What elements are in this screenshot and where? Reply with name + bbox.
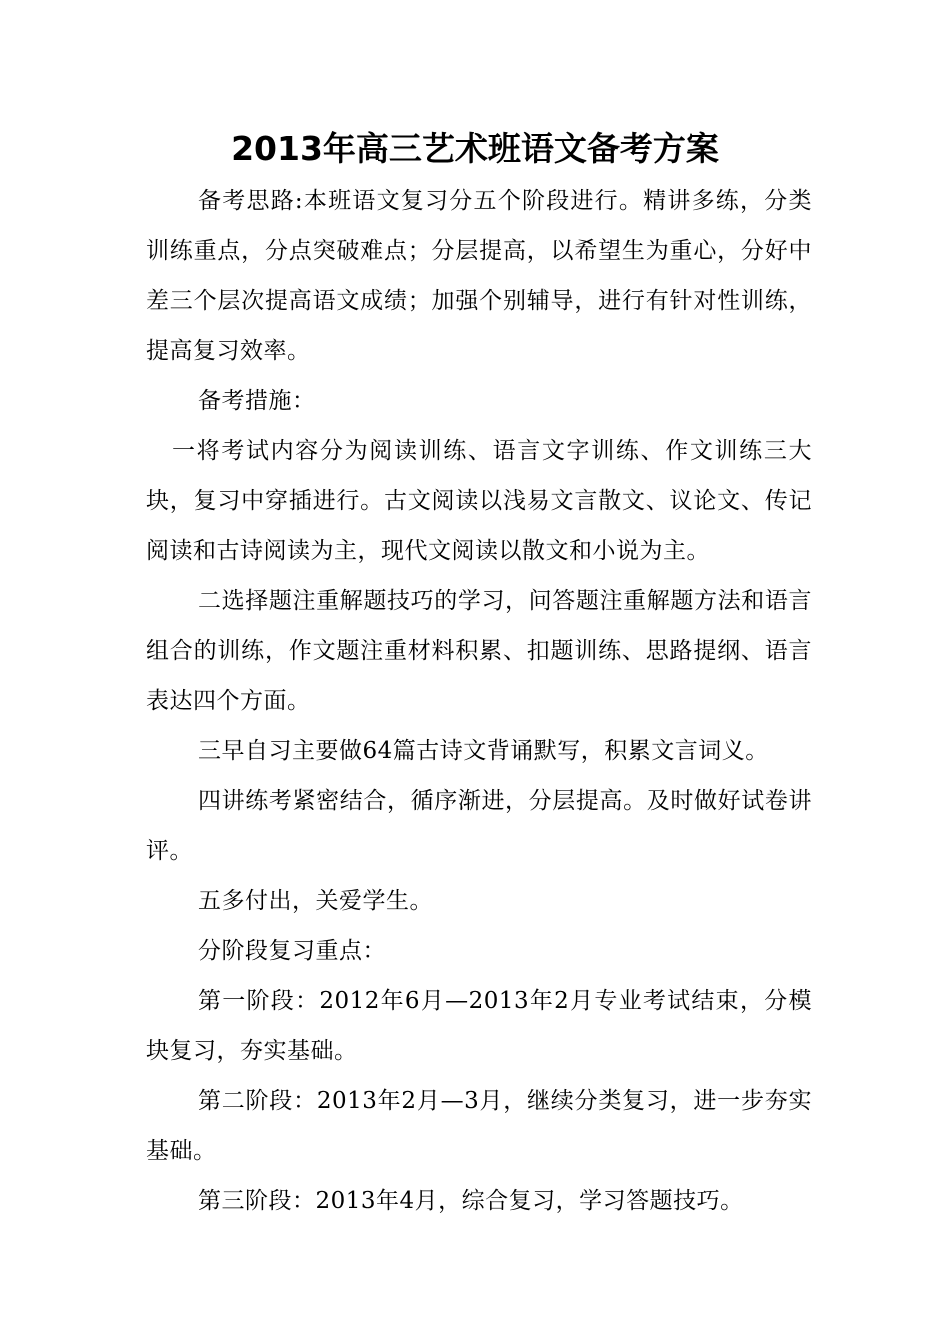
document-body <box>146 176 812 1226</box>
document-title: 2013年高三艺术班语文备考方案 <box>231 129 719 168</box>
paragraph-measure-2: 二选择题注重解题技巧的学习，问答题注重解题方法和语言组合的训练，作文题注重材料积累、扣题训练、思路提纲、语言表达四个方面。 <box>146 588 812 714</box>
paragraph-measure-3: 三早自习主要做64篇古诗文背诵默写，积累文言词义。 <box>198 738 769 764</box>
paragraph-stage-2: 第二阶段：2013年2月—3月，继续分类复习，进一步夯实基础。 <box>146 1088 812 1164</box>
paragraph-measure-5: 五多付出，关爱学生。 <box>198 888 433 914</box>
paragraph-stages-heading: 分阶段复习重点： <box>198 938 386 964</box>
paragraph-stage-3: 第三阶段：2013年4月，综合复习，学习答题技巧。 <box>198 1188 744 1214</box>
paragraph-stage-1: 第一阶段：2012年6月—2013年2月专业考试结束，分模块复习，夯实基础。 <box>146 988 812 1064</box>
paragraph-strategy: 备考思路:本班语文复习分五个阶段进行。精讲多练，分类训练重点，分点突破难点；分层提高，以希望生为重心，分好中差三个层次提高语文成绩；加强个别辅导，进行有针对性训练，提高复习效率。 <box>146 188 812 364</box>
paragraph-measure-1: 一将考试内容分为阅读训练、语言文字训练、作文训练三大块，复习中穿插进行。古文阅读以浅易文言散文、议论文、传记阅读和古诗阅读为主，现代文阅读以散文和小说为主。 <box>146 438 812 564</box>
paragraph-measures-heading: 备考措施： <box>198 388 316 414</box>
paragraph-measure-4: 四讲练考紧密结合，循序渐进，分层提高。及时做好试卷讲评。 <box>146 788 812 864</box>
